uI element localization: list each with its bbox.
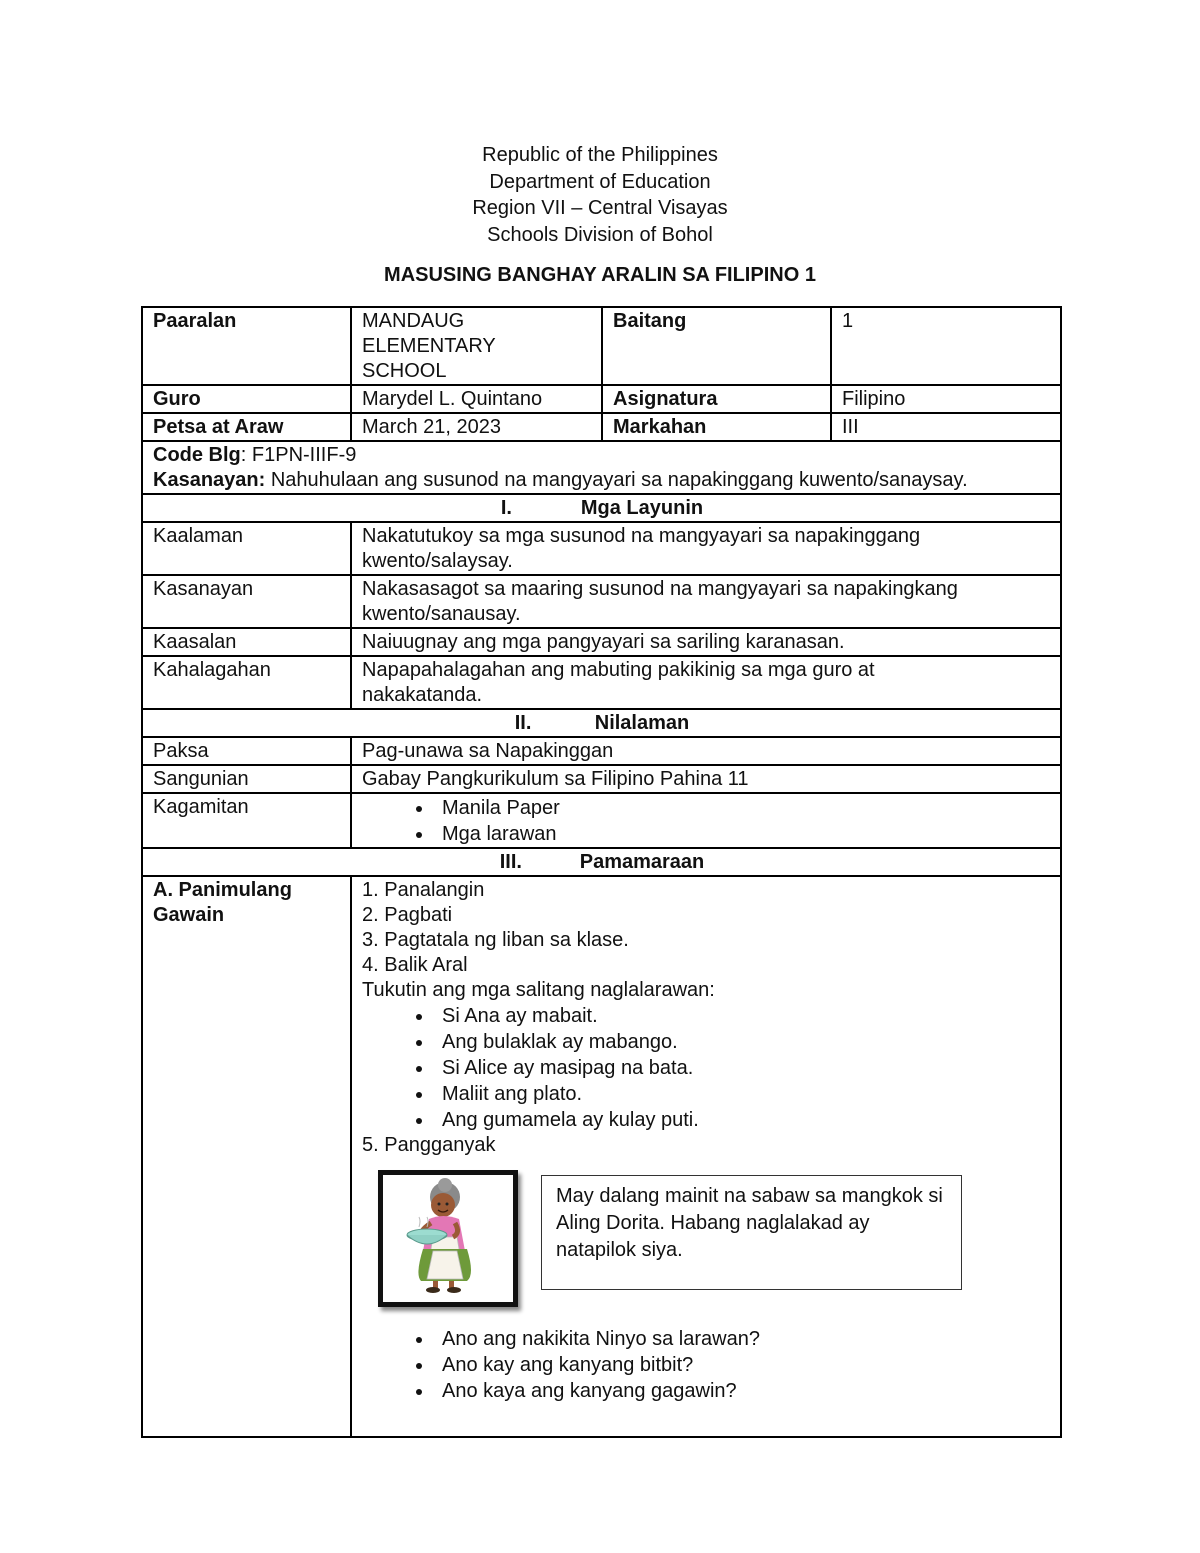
kasanayan-obj-label: Kasanayan xyxy=(142,575,351,628)
row-paaralan xyxy=(142,307,1061,385)
section-1-title: Mga Layunin xyxy=(580,497,704,519)
kahalagahan-label: Kahalagahan xyxy=(142,656,351,709)
markahan-value: III xyxy=(831,413,1061,441)
row-guro xyxy=(142,385,1061,413)
motivation-area xyxy=(362,1166,1051,1326)
questions-list xyxy=(362,1326,1051,1404)
row-kaasalan xyxy=(142,628,1061,656)
section-2-number: II. xyxy=(514,712,532,734)
panimulang-label-line2: Gawain xyxy=(153,904,225,926)
row-paksa xyxy=(142,737,1061,765)
baitang-label: Baitang xyxy=(602,307,831,385)
kasanayan-value: Nahuhulaan ang susunod na mangyayari sa napakinggang kuwento/sanaysay. xyxy=(265,469,968,491)
paksa-value: Pag-unawa sa Napakinggan xyxy=(351,737,1061,765)
list-item: • Si Alice ay masipag na bata. xyxy=(434,1055,1051,1081)
list-item: • Ano kaya ang kanyang gagawin? xyxy=(434,1378,1051,1404)
kasanayan-label: Kasanayan: xyxy=(153,469,266,491)
list-item: • Ang bulaklak ay mabango. xyxy=(434,1029,1051,1055)
guro-value: Marydel L. Quintano xyxy=(351,385,602,413)
petsa-value: March 21, 2023 xyxy=(351,413,602,441)
grandmother-illustration xyxy=(383,1175,513,1302)
kahalagahan-value: Napapahalagahan ang mabuting pakikinig sa mga guro at nakakatanda. xyxy=(351,656,1061,709)
guro-label: Guro xyxy=(142,385,351,413)
row-code xyxy=(142,441,1061,494)
story-box: May dalang mainit na sabaw sa mangkok si Aling Dorita. Habang naglalakad ay natapilok siya. xyxy=(541,1175,962,1290)
list-item: • Ano kay ang kanyang bitbit? xyxy=(434,1352,1051,1378)
kasanayan-line xyxy=(153,468,1051,493)
step-5: 5. Pangganyak xyxy=(362,1134,496,1156)
row-kahalagahan xyxy=(142,656,1061,709)
kaasalan-value: Naiuugnay ang mga pangyayari sa sariling karanasan. xyxy=(351,628,1061,656)
step-1: 1. Panalangin xyxy=(362,879,485,901)
section-2-title: Nilalaman xyxy=(594,712,690,734)
paaralan-value: MANDAUG ELEMENTARY SCHOOL xyxy=(351,307,602,385)
step-3: 3. Pagtatala ng liban sa klase. xyxy=(362,929,629,951)
header-region: Region VII – Central Visayas xyxy=(472,197,728,219)
section-3-header xyxy=(142,848,1061,876)
step-4: 4. Balik Aral xyxy=(362,954,468,976)
asignatura-value: Filipino xyxy=(831,385,1061,413)
asignatura-label: Asignatura xyxy=(602,385,831,413)
list-item: • Maliit ang plato. xyxy=(434,1081,1051,1107)
row-kaalaman xyxy=(142,522,1061,575)
row-kasanayan xyxy=(142,575,1061,628)
paaralan-label: Paaralan xyxy=(142,307,351,385)
header-division: Schools Division of Bohol xyxy=(487,223,713,246)
row-kagamitan xyxy=(142,793,1061,848)
kagamitan-list xyxy=(362,795,1051,847)
row-panimulang-gawain xyxy=(142,876,1061,1437)
lesson-plan-table xyxy=(141,306,1062,1438)
row-petsa xyxy=(142,413,1061,441)
petsa-label: Petsa at Araw xyxy=(142,413,351,441)
panimulang-label-line1: A. Panimulang xyxy=(153,879,292,901)
baitang-value: 1 xyxy=(831,307,1061,385)
code-line xyxy=(153,443,1051,468)
kagamitan-label: Kagamitan xyxy=(142,793,351,848)
kaalaman-label: Kaalaman xyxy=(142,522,351,575)
section-3-title: Pamamaraan xyxy=(579,851,705,873)
section-3-number: III. xyxy=(499,851,522,873)
header-republic: Republic of the Philippines xyxy=(482,144,718,166)
kaalaman-value: Nakatutukoy sa mga susunod na mangyayari sa napakinggang kwento/salaysay. xyxy=(351,522,1061,575)
document-header xyxy=(0,142,1200,248)
kaasalan-label: Kaasalan xyxy=(142,628,351,656)
list-item: • Ang gumamela ay kulay puti. xyxy=(434,1107,1051,1133)
code-label: Code Blg xyxy=(153,444,241,466)
list-item: • Ano ang nakikita Ninyo sa larawan? xyxy=(434,1326,1051,1352)
section-1-number: I. xyxy=(500,497,512,519)
row-sangunian xyxy=(142,765,1061,793)
header-department: Department of Education xyxy=(489,170,711,193)
code-value: : F1PN-IIIF-9 xyxy=(240,444,357,466)
list-item: • Mga larawan xyxy=(434,821,1051,847)
kasanayan-obj-value: Nakasasagot sa maaring susunod na mangyayari sa napakingkang kwento/sanausay. xyxy=(351,575,1061,628)
list-item: • Manila Paper xyxy=(434,795,1051,821)
sangunian-label: Sangunian xyxy=(142,765,351,793)
grandmother-picture xyxy=(378,1170,518,1307)
tukutin-instruction: Tukutin ang mga salitang naglalarawan: xyxy=(362,979,715,1001)
section-2-header xyxy=(142,709,1061,737)
section-1-header xyxy=(142,494,1061,522)
step-2: 2. Pagbati xyxy=(362,904,453,926)
sangunian-value: Gabay Pangkurikulum sa Filipino Pahina 11 xyxy=(351,765,1061,793)
list-item: • Si Ana ay mabait. xyxy=(434,1003,1051,1029)
markahan-label: Markahan xyxy=(602,413,831,441)
document-title: MASUSING BANGHAY ARALIN SA FILIPINO 1 xyxy=(384,264,816,286)
sentences-list xyxy=(362,1003,1051,1133)
paksa-label: Paksa xyxy=(142,737,351,765)
